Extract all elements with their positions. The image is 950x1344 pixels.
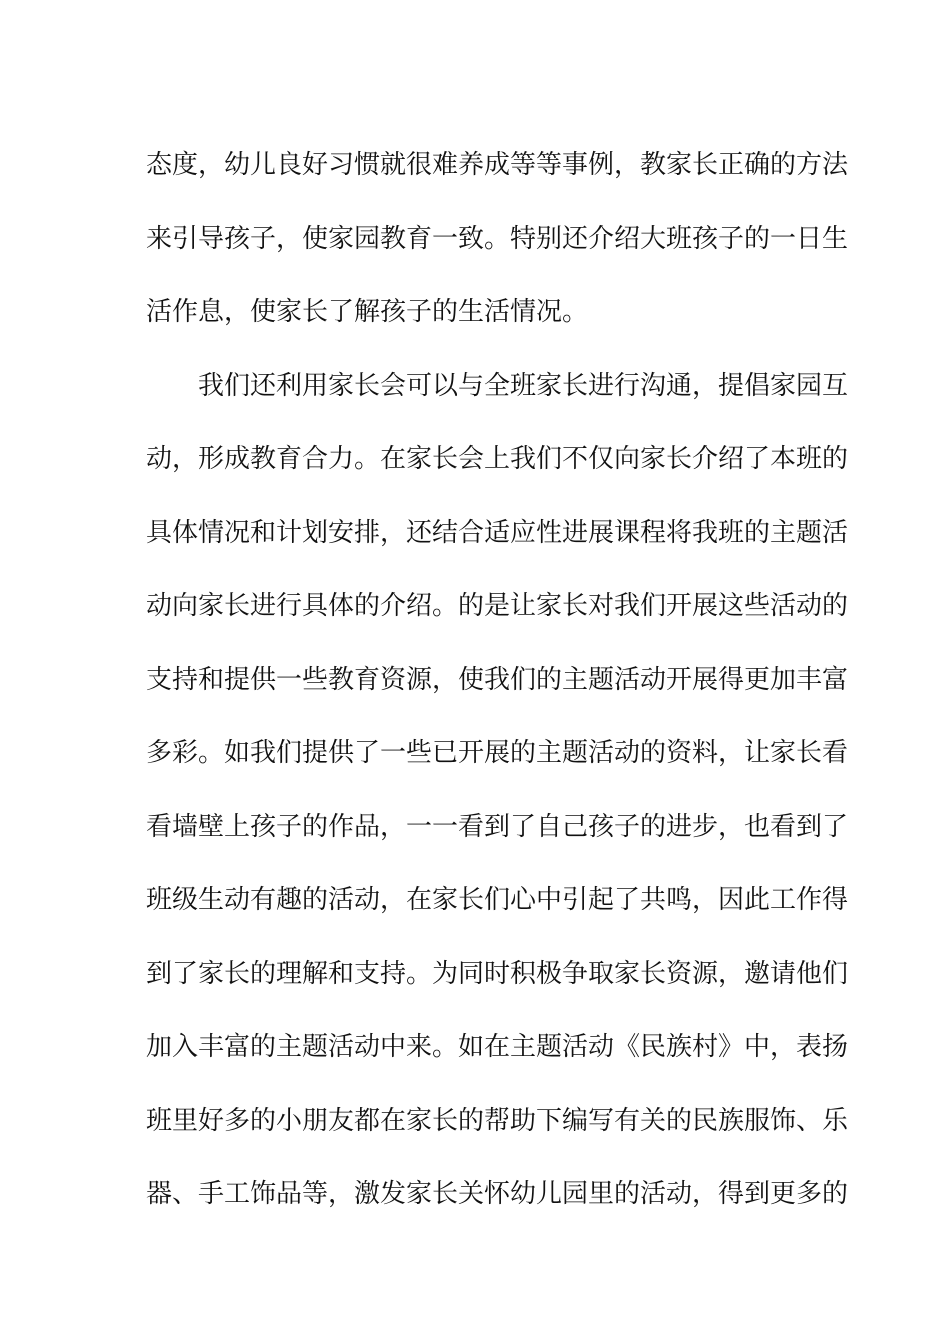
text-line: 班里好多的小朋友都在家长的帮助下编写有关的民族服饰、乐: [146, 1105, 849, 1136]
body-text: [146, 129, 849, 1232]
text-line: 动向家长进行具体的介绍。的是让家长对我们开展这些活动的: [146, 591, 849, 621]
text-line: 支持和提供一些教育资源，使我们的主题活动开展得更加丰富: [146, 664, 849, 695]
text-line: 班级生动有趣的活动，在家长们心中引起了共鸣，因此工作得: [146, 885, 849, 915]
text-line: 加入丰富的主题活动中来。如在主题活动《民族村》中，表扬: [146, 1032, 849, 1062]
paragraph-first-line: 我们还利用家长会可以与全班家长进行沟通，提倡家园互: [198, 370, 849, 401]
text-line: 多彩。如我们提供了一些已开展的主题活动的资料，让家长看: [146, 738, 849, 768]
text-line: 具体情况和计划安排，还结合适应性进展课程将我班的主题活: [146, 517, 849, 548]
text-line: 活作息，使家长了解孩子的生活情况。: [146, 297, 589, 327]
text-line: 到了家长的理解和支持。为同时积极争取家长资源，邀请他们: [146, 958, 849, 989]
text-line: 看墙壁上孩子的作品，一一看到了自己孩子的进步，也看到了: [146, 811, 849, 842]
text-line: 态度，幼儿良好习惯就很难养成等等事例，教家长正确的方法: [146, 150, 849, 180]
text-line: 器、手工饰品等，激发家长关怀幼儿园里的活动，得到更多的: [146, 1179, 849, 1209]
text-line: 动，形成教育合力。在家长会上我们不仅向家长介绍了本班的: [146, 444, 849, 474]
text-line: 来引导孩子，使家园教育一致。特别还介绍大班孩子的一日生: [146, 223, 849, 254]
